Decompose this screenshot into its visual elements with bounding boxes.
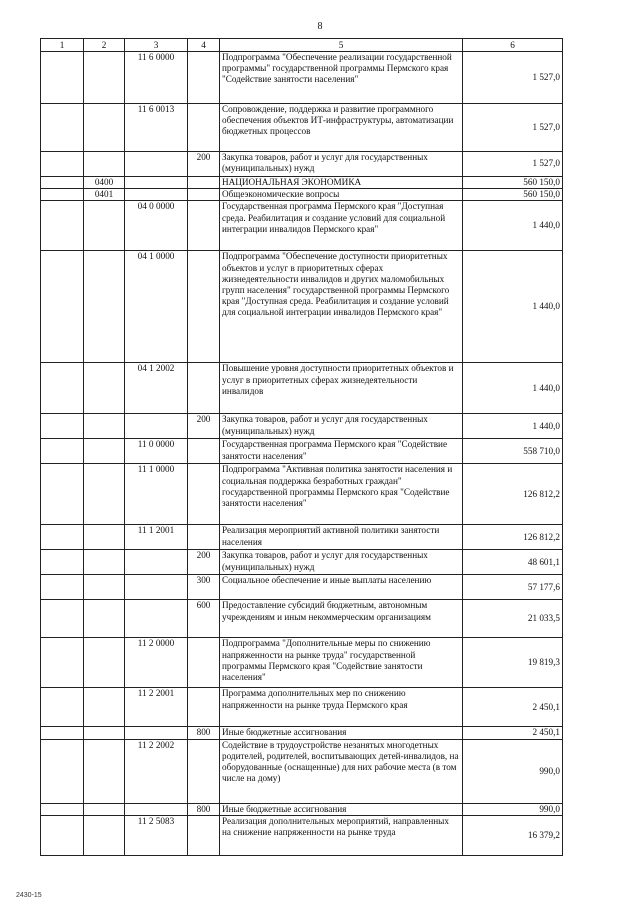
section-code (41, 739, 84, 803)
row-amount: 2 450,1 (463, 688, 563, 727)
section-code (41, 600, 84, 638)
target-article-code: 11 0 0000 (125, 439, 188, 464)
row-description: Реализация мероприятий активной политики занятости населения (220, 525, 463, 550)
target-article-code (125, 177, 188, 189)
table-row (41, 201, 563, 251)
expense-type-code: 300 (188, 575, 220, 600)
expense-type-code (188, 638, 220, 688)
subsection-code (84, 575, 125, 600)
section-code (41, 803, 84, 815)
target-article-code (125, 803, 188, 815)
section-code (41, 414, 84, 439)
row-amount: 560 150,0 (463, 189, 563, 201)
subsection-code (84, 363, 125, 414)
target-article-code: 11 1 2001 (125, 525, 188, 550)
row-description: Предоставление субсидий бюджетным, автономным учреждениям и иным некоммерческим организациям (220, 600, 463, 638)
subsection-code (84, 600, 125, 638)
row-amount: 558 710,0 (463, 439, 563, 464)
column-header-4: 4 (188, 39, 220, 52)
row-description: Подпрограмма "Активная политика занятости населения и социальная поддержка безработных граждан" государственной программы Пермского края "Содействие занятости населения" (220, 464, 463, 525)
row-description: Закупка товаров, работ и услуг для государственных (муниципальных) нужд (220, 550, 463, 575)
row-description: Закупка товаров, работ и услуг для государственных (муниципальных) нужд (220, 414, 463, 439)
table-row (41, 363, 563, 414)
target-article-code: 11 6 0013 (125, 104, 188, 152)
expense-type-code: 600 (188, 600, 220, 638)
section-code (41, 439, 84, 464)
target-article-code: 11 2 0000 (125, 638, 188, 688)
expense-type-code: 200 (188, 152, 220, 177)
subsection-code (84, 525, 125, 550)
section-code (41, 575, 84, 600)
subsection-code (84, 739, 125, 803)
section-code (41, 152, 84, 177)
subsection-code (84, 464, 125, 525)
section-code (41, 464, 84, 525)
subsection-code (84, 201, 125, 251)
section-code (41, 815, 84, 855)
section-code (41, 104, 84, 152)
expense-type-code (188, 52, 220, 104)
budget-table (40, 38, 563, 856)
target-article-code (125, 575, 188, 600)
table-row (41, 727, 563, 739)
section-code (41, 177, 84, 189)
row-amount: 2 450,1 (463, 727, 563, 739)
column-header-1: 1 (41, 39, 84, 52)
expense-type-code (188, 177, 220, 189)
row-description: Государственная программа Пермского края "Доступная среда. Реабилитация и создание условий для социальной интеграции инвалидов Пермского края" (220, 201, 463, 251)
table-header-row (41, 39, 563, 52)
target-article-code (125, 414, 188, 439)
subsection-code (84, 251, 125, 363)
column-header-2: 2 (84, 39, 125, 52)
column-header-6: 6 (463, 39, 563, 52)
row-description: Социальное обеспечение и иные выплаты населению (220, 575, 463, 600)
expense-type-code (188, 251, 220, 363)
row-description: Сопровождение, поддержка и развитие программного обеспечения объектов ИТ-инфраструктуры, автоматизации бюджетных процессов (220, 104, 463, 152)
table-row (41, 575, 563, 600)
target-article-code: 11 2 2002 (125, 739, 188, 803)
subsection-code (84, 815, 125, 855)
row-description: Подпрограмма "Обеспечение реализации государственной программы" государственной программы Пермского края "Содействие занятости населения" (220, 52, 463, 104)
row-description: Закупка товаров, работ и услуг для государственных (муниципальных) нужд (220, 152, 463, 177)
target-article-code (125, 550, 188, 575)
subsection-code (84, 414, 125, 439)
table-row (41, 815, 563, 855)
row-amount: 48 601,1 (463, 550, 563, 575)
subsection-code (84, 727, 125, 739)
subsection-code (84, 550, 125, 575)
table-row (41, 189, 563, 201)
row-description: НАЦИОНАЛЬНАЯ ЭКОНОМИКА (220, 177, 463, 189)
subsection-code (84, 638, 125, 688)
expense-type-code (188, 104, 220, 152)
section-code (41, 201, 84, 251)
expense-type-code: 800 (188, 727, 220, 739)
subsection-code: 0400 (84, 177, 125, 189)
row-amount: 560 150,0 (463, 177, 563, 189)
column-header-5: 5 (220, 39, 463, 52)
target-article-code: 04 1 2002 (125, 363, 188, 414)
expense-type-code (188, 525, 220, 550)
row-description: Государственная программа Пермского края "Содействие занятости населения" (220, 439, 463, 464)
section-code (41, 525, 84, 550)
row-description: Подпрограмма "Обеспечение доступности приоритетных объектов и услуг в приоритетных сферах жизнедеятельности инвалидов и других маломобильных групп населения" государственной программы Пермского края "Доступная среда. Реабилитация и создание условий для социальной интеграции инвалидов Пермского края" (220, 251, 463, 363)
table-row (41, 464, 563, 525)
expense-type-code (188, 201, 220, 251)
subsection-code (84, 803, 125, 815)
table-row (41, 152, 563, 177)
expense-type-code: 200 (188, 414, 220, 439)
row-amount: 1 440,0 (463, 363, 563, 414)
subsection-code (84, 439, 125, 464)
row-description: Иные бюджетные ассигнования (220, 803, 463, 815)
target-article-code (125, 600, 188, 638)
expense-type-code (188, 464, 220, 525)
table-row (41, 104, 563, 152)
row-amount: 990,0 (463, 739, 563, 803)
table-row (41, 638, 563, 688)
row-description: Реализация дополнительных мероприятий, направленных на снижение напряженности на рынке труда (220, 815, 463, 855)
table-row (41, 414, 563, 439)
row-amount: 1 440,0 (463, 414, 563, 439)
section-code (41, 727, 84, 739)
row-description: Общеэкономические вопросы (220, 189, 463, 201)
row-amount: 1 527,0 (463, 152, 563, 177)
row-amount: 1 440,0 (463, 201, 563, 251)
table-row (41, 439, 563, 464)
table-row (41, 251, 563, 363)
target-article-code: 04 0 0000 (125, 201, 188, 251)
expense-type-code (188, 815, 220, 855)
row-amount: 16 379,2 (463, 815, 563, 855)
target-article-code: 11 6 0000 (125, 52, 188, 104)
row-description: Подпрограмма "Дополнительные меры по снижению напряженности на рынке труда" государственной программы Пермского края "Содействие занятости населения" (220, 638, 463, 688)
expense-type-code: 800 (188, 803, 220, 815)
row-description: Иные бюджетные ассигнования (220, 727, 463, 739)
row-description: Повышение уровня доступности приоритетных объектов и услуг в приоритетных сферах жизнедеятельности инвалидов (220, 363, 463, 414)
section-code (41, 638, 84, 688)
expense-type-code (188, 739, 220, 803)
row-amount: 990,0 (463, 803, 563, 815)
expense-type-code: 200 (188, 550, 220, 575)
table-row (41, 688, 563, 727)
row-amount: 126 812,2 (463, 525, 563, 550)
footer-stamp: 2430-15 (16, 892, 42, 899)
row-amount: 1 527,0 (463, 52, 563, 104)
expense-type-code (188, 688, 220, 727)
column-header-3: 3 (125, 39, 188, 52)
subsection-code (84, 52, 125, 104)
row-amount: 19 819,3 (463, 638, 563, 688)
target-article-code (125, 727, 188, 739)
row-amount: 21 033,5 (463, 600, 563, 638)
table-row (41, 550, 563, 575)
subsection-code (84, 104, 125, 152)
row-amount: 1 527,0 (463, 104, 563, 152)
row-amount: 1 440,0 (463, 251, 563, 363)
section-code (41, 550, 84, 575)
section-code (41, 251, 84, 363)
expense-type-code (188, 189, 220, 201)
table-row (41, 177, 563, 189)
section-code (41, 363, 84, 414)
row-amount: 126 812,2 (463, 464, 563, 525)
target-article-code (125, 152, 188, 177)
target-article-code: 11 1 0000 (125, 464, 188, 525)
subsection-code: 0401 (84, 189, 125, 201)
row-description: Программа дополнительных мер по снижению напряженности на рынке труда Пермского края (220, 688, 463, 727)
subsection-code (84, 688, 125, 727)
section-code (41, 688, 84, 727)
expense-type-code (188, 439, 220, 464)
table-row (41, 52, 563, 104)
row-amount: 57 177,6 (463, 575, 563, 600)
expense-type-code (188, 363, 220, 414)
subsection-code (84, 152, 125, 177)
section-code (41, 52, 84, 104)
target-article-code: 11 2 5083 (125, 815, 188, 855)
target-article-code: 11 2 2001 (125, 688, 188, 727)
table-row (41, 803, 563, 815)
row-description: Содействие в трудоустройстве незанятых многодетных родителей, родителей, воспитывающих детей-инвалидов, на оборудованные (оснащенные) для них рабочие места (в том числе на дому) (220, 739, 463, 803)
section-code (41, 189, 84, 201)
table-row (41, 525, 563, 550)
target-article-code (125, 189, 188, 201)
target-article-code: 04 1 0000 (125, 251, 188, 363)
table-row (41, 739, 563, 803)
page-number: 8 (317, 21, 323, 32)
table-row (41, 600, 563, 638)
